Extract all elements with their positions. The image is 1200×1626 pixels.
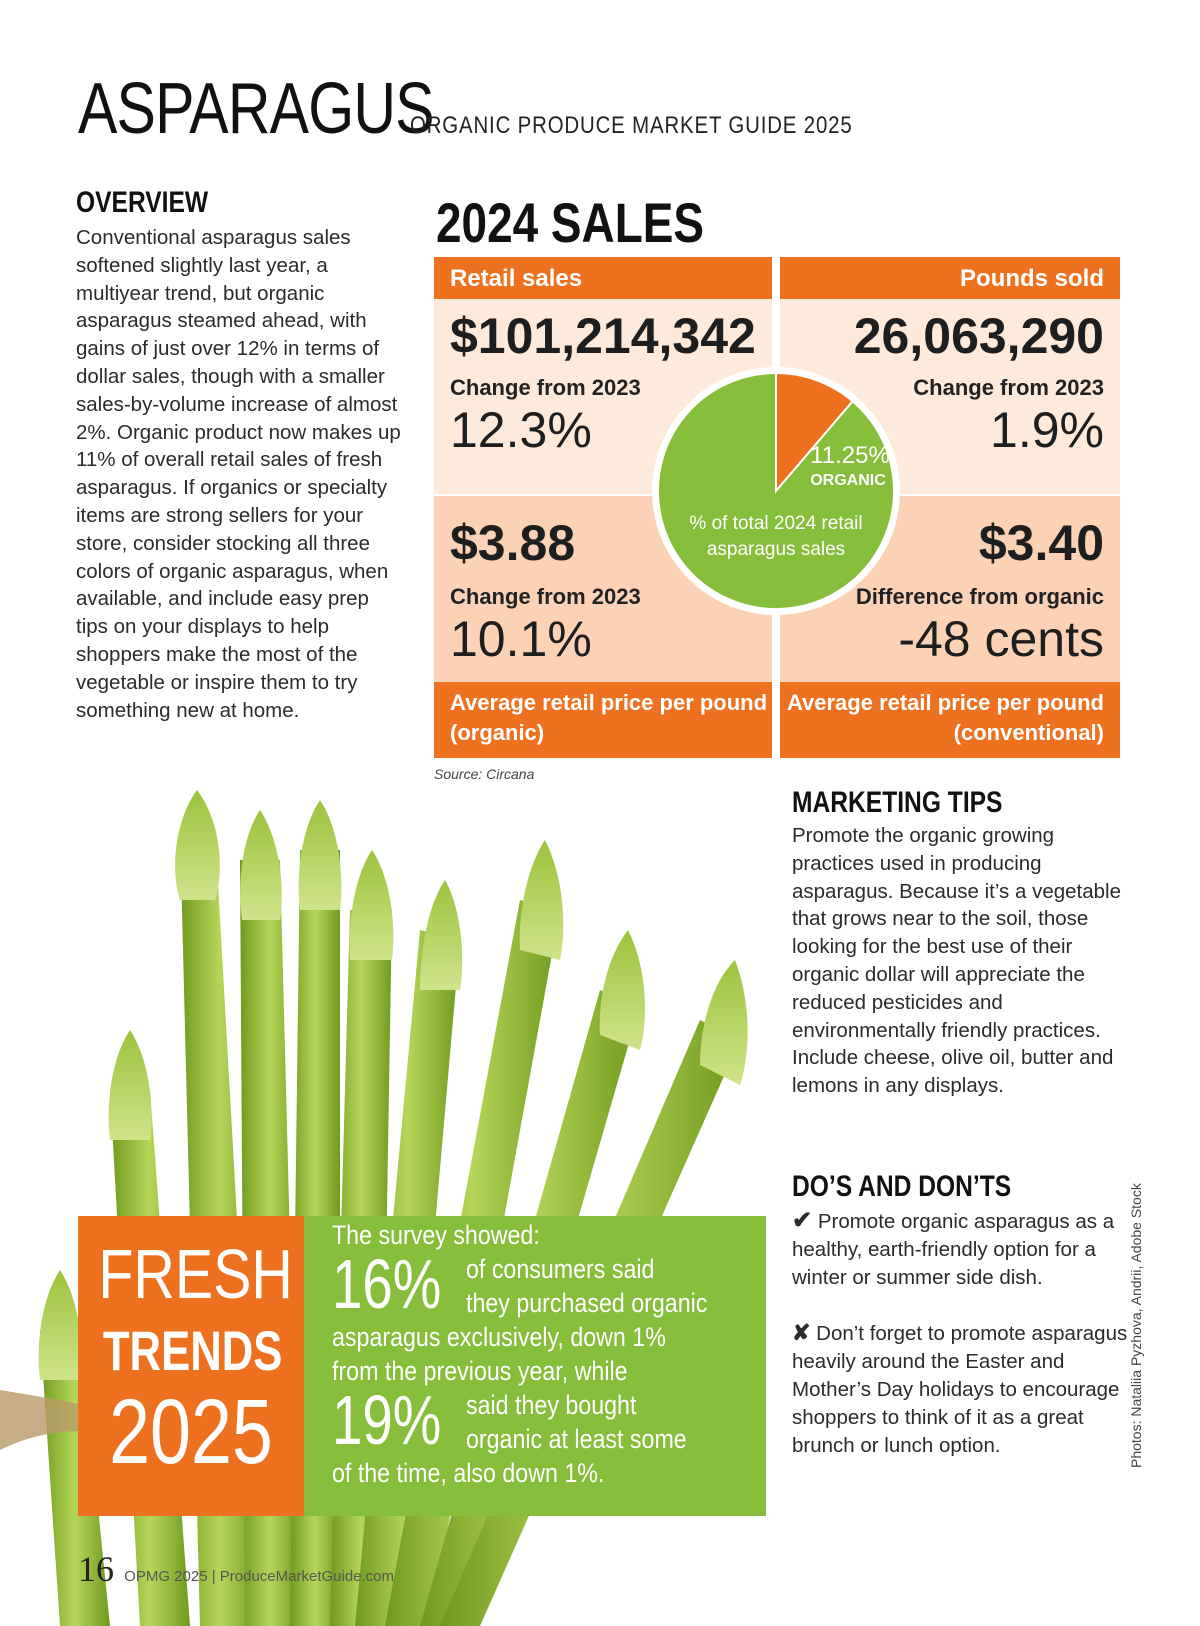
survey-intro: The survey showed: [332, 1220, 540, 1250]
fresh-trends-box [78, 1216, 304, 1516]
checkmark-icon: ✔ [792, 1207, 813, 1234]
retail-change-label: Change from 2023 [450, 375, 641, 400]
organic-share-pie-chart [652, 367, 900, 615]
conventional-price-value: $3.40 [978, 515, 1104, 571]
page-subtitle: ORGANIC PRODUCE MARKET GUIDE 2025 [410, 112, 853, 139]
dont-item [792, 1319, 1132, 1459]
overview-body: Conventional asparagus sales softened slightly last year, a multiyear trend, but organic asparagus steamed ahead, with gains of just over 12% in terms of dollar sales, though with a smaller sales-by-volume increase of almost 2%. Organic product now makes up 11% of overall retail sales of fresh asparagus. If organics or specialty items are strong sellers for your store, consider stocking all three colors of organic asparagus, when available, and include easy prep tips on your displays to help shoppers make the most of the vegetable or inspire them to try something new at home. [76, 226, 401, 722]
organic-price-bar [434, 682, 772, 758]
survey-stat-16: 16% [332, 1245, 442, 1323]
conventional-price-bar [780, 682, 1120, 758]
pie-slice-sublabel: ORGANIC [810, 472, 886, 489]
dos-and-donts-heading: DO’S AND DON’TS [792, 1170, 1012, 1203]
retail-sales-bar [434, 257, 772, 299]
do-item [792, 1207, 1132, 1291]
conventional-diff-label: Difference from organic [855, 584, 1104, 609]
survey-stat-19: 19% [332, 1381, 442, 1459]
page-title: ASPARAGUS [78, 69, 434, 149]
survey-stat2-text-b: organic at least some [466, 1424, 687, 1454]
pie-slice-value-label: 11.25% [810, 442, 890, 469]
fresh-trends-line1: FRESH [98, 1235, 293, 1313]
pounds-change-value: 1.9% [990, 402, 1104, 458]
organic-price-value: $3.88 [450, 515, 576, 571]
survey-end-text: of the time, also down 1%. [332, 1458, 605, 1488]
page-footer [78, 1548, 394, 1590]
retail-sales-value: $101,214,342 [450, 308, 756, 364]
pie-svg [652, 367, 900, 615]
organic-change-label: Change from 2023 [450, 584, 641, 609]
do-text: Promote organic asparagus as a healthy, earth-friendly option for a winter or summer side dish. [792, 1210, 1115, 1289]
retail-sales-bar-label: Retail sales [450, 265, 583, 292]
survey-stat1-text-a: of consumers said [466, 1254, 655, 1284]
survey-stat2-text-a: said they bought [466, 1390, 637, 1420]
footer-text: OPMG 2025 | ProduceMarketGuide.com [124, 1568, 395, 1585]
pie-caption-line2: asparagus sales [706, 539, 846, 560]
source-note: Source: Circana [434, 766, 535, 782]
conventional-price-bar-line2: (conventional) [953, 720, 1104, 745]
survey-mid-text-a: asparagus exclusively, down 1% [332, 1322, 666, 1352]
marketing-tips-heading: MARKETING TIPS [792, 786, 1003, 819]
retail-change-value: 12.3% [450, 402, 592, 458]
sales-heading: 2024 SALES [436, 191, 705, 254]
fresh-trends-line2: TRENDS [102, 1319, 283, 1382]
conventional-diff-value: -48 cents [898, 611, 1104, 667]
conventional-price-bar-line1: Average retail price per pound [786, 690, 1104, 715]
pounds-sold-bar [780, 257, 1120, 299]
survey-stat1-text-b: they purchased organic [466, 1288, 708, 1318]
organic-price-bar-line2: (organic) [450, 720, 545, 745]
dont-text: Don’t forget to promote asparagus heavily around the Easter and Mother’s Day holidays to encourage shoppers to think of it as a great brunch or lunch option. [792, 1322, 1128, 1457]
photo-credit: Photos: Nataliia Pyzhova, Andrii, Adobe Stock [1128, 1183, 1144, 1468]
organic-price-bar-line1: Average retail price per pound [450, 690, 768, 715]
pie-slice-other [658, 373, 894, 609]
page-number: 16 [78, 1549, 114, 1589]
organic-change-value: 10.1% [450, 611, 592, 667]
cross-icon: ✘ [792, 1320, 811, 1346]
marketing-tips-body: Promote the organic growing practices used in producing asparagus. Because it’s a vegetable that grows near to the soil, those looking for the best use of their organic dollar will appreciate the reduced pesticides and environmentally friendly practices. Include cheese, olive oil, butter and lemons in any displays. [792, 824, 1121, 1098]
pounds-change-label: Change from 2023 [913, 375, 1104, 400]
survey-box [304, 1216, 766, 1516]
survey-mid-text-b: from the previous year, while [332, 1356, 628, 1386]
overview-heading: OVERVIEW [76, 186, 209, 219]
pie-caption-line1: % of total 2024 retail [689, 513, 863, 534]
pounds-sold-bar-label: Pounds sold [960, 265, 1104, 292]
fresh-trends-year: 2025 [109, 1381, 273, 1483]
dos-and-donts-body [792, 1207, 1132, 1459]
pounds-sold-value: 26,063,290 [853, 308, 1104, 364]
